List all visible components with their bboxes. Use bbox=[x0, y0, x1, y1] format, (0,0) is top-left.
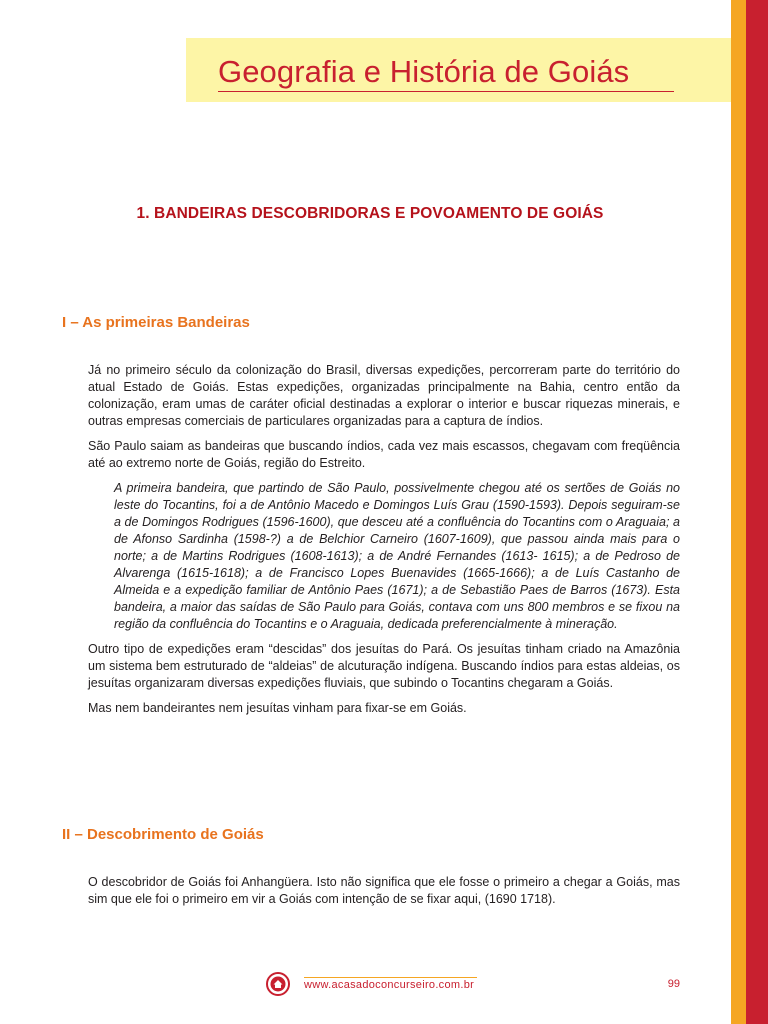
paragraph: O descobridor de Goiás foi Anhangüera. Isto não significa que ele fosse o primeiro a chegar a Goiás, mas sim que ele foi o primeiro em vir a Goiás com intenção de se fixar aqui, (1690 1718). bbox=[88, 875, 680, 906]
side-stripe-orange bbox=[731, 0, 746, 1024]
side-stripe-red bbox=[746, 0, 768, 1024]
paragraph: Já no primeiro século da colonização do Brasil, diversas expedições, percorreram parte do território do atual Estado de Goiás. Estas expedições, organizadas principalmente na Bahia, centro então da colonização, eram umas de caráter oficial destinadas a explorar o interior e buscar riquezas minerais, e outras empresas comerciais de particulares organizadas para a captura de índios. bbox=[88, 363, 680, 428]
paragraph: Mas nem bandeirantes nem jesuítas vinham para fixar-se em Goiás. bbox=[88, 701, 467, 715]
footer-rule bbox=[304, 977, 477, 978]
page-number: 99 bbox=[667, 978, 680, 990]
paragraph: Outro tipo de expedições eram “descidas” dos jesuítas do Pará. Os jesuítas tinham criado na Amazônia um sistema bem estruturado de “aldeias” de alcuturação indígena. Buscando índios para estas aldeias, os jesuítas organizaram diversas expedições fluviais, que subindo o Tocantins chegaram a Goiás. bbox=[88, 642, 680, 690]
section-body-primeiras-bandeiras bbox=[88, 362, 680, 725]
section-body-descobrimento bbox=[88, 874, 680, 916]
section-heading-descobrimento: II – Descobrimento de Goiás bbox=[62, 826, 264, 843]
page-title: Geografia e História de Goiás bbox=[218, 54, 630, 89]
title-underline bbox=[218, 91, 674, 92]
block-quote: A primeira bandeira, que partindo de São Paulo, possivelmente chegou até os sertões de Goiás no leste do Tocantins, foi a de Antônio Macedo e Domingos Luís Grau (1590-1593). Depois seguiram-se a de Domingos Rodrigues (1596-1600), que desceu até a confluência do Tocantins com o Araguaia; a de Afonso Sardinha (1598-?) a de Belchior Carneiro (1607-1609), que passou ainda mais para o norte; a de Martins Rodrigues (1608-1613); a de André Fernandes (1613- 1615); a de Pedroso de Alvarenga (1615-1618); a de Francisco Lopes Buenavides (1665-1666); a de Luís Castanho de Almeida e a expedição familiar de Antônio Paes (1671); a de Sebastião Paes de Barros (1673). Esta bandeira, a maior das saídas de São Paulo para Goiás, contava com uns 800 membros e se fixou na região da confluência do Tocantins e o Araguaia, dedicada preferencialmente à mineração. bbox=[114, 481, 680, 631]
section-heading-primeiras-bandeiras: I – As primeiras Bandeiras bbox=[62, 314, 250, 331]
paragraph: São Paulo saiam as bandeiras que buscando índios, cada vez mais escassos, chegavam com freqüência até ao extremo norte de Goiás, região do Estreito. bbox=[88, 439, 680, 470]
house-logo-icon bbox=[266, 972, 290, 996]
footer-url[interactable]: www.acasadoconcurseiro.com.br bbox=[304, 979, 475, 991]
chapter-title: 1. BANDEIRAS DESCOBRIDORAS E POVOAMENTO DE GOIÁS bbox=[136, 205, 604, 222]
